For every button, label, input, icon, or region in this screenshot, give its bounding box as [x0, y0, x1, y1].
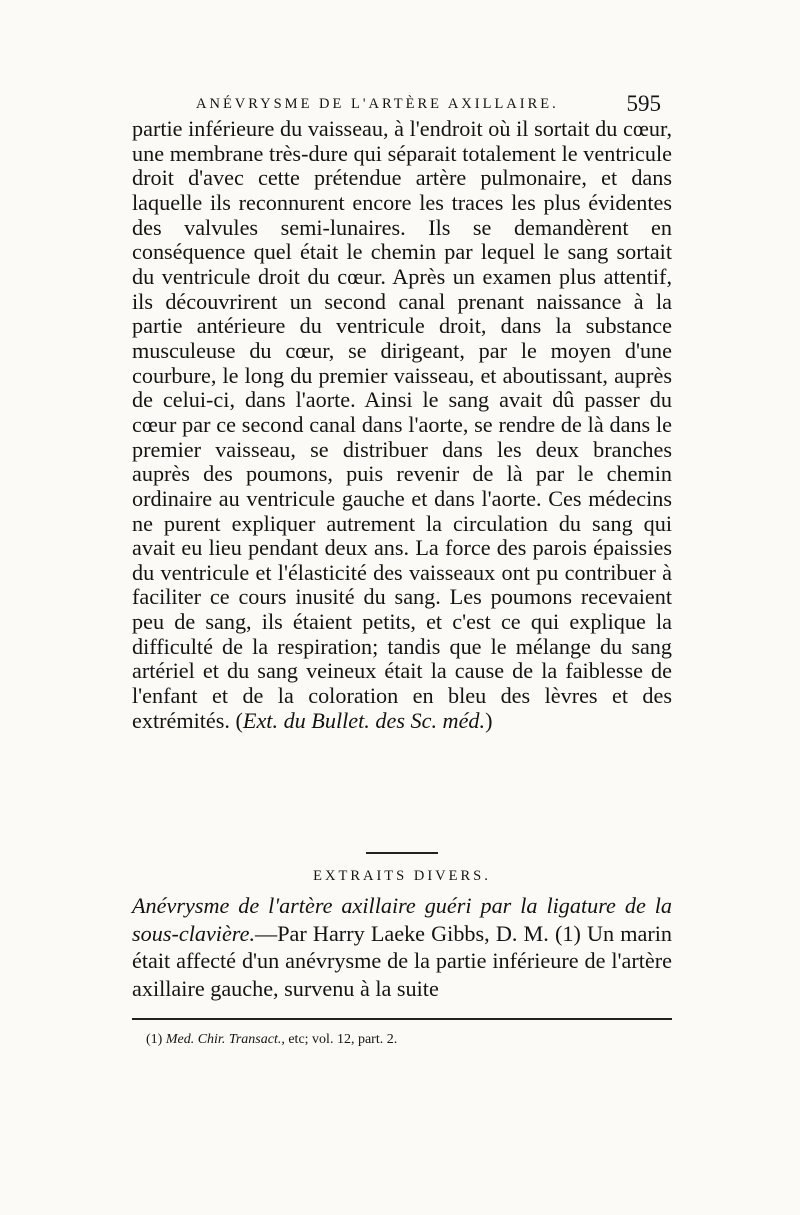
- footnote-reference: , etc; vol. 12, part. 2.: [281, 1032, 398, 1047]
- citation-source: Ext. du Bullet. des Sc. méd.: [242, 707, 486, 733]
- running-title: ANÉVRYSME DE L'ARTÈRE AXILLAIRE.: [196, 96, 559, 112]
- footnote-rule: [132, 1018, 672, 1020]
- article-start: [132, 892, 672, 1002]
- footnote: [146, 1030, 666, 1050]
- article-text: Un marin était affecté d'un anévrysme de la partie inférieure de l'artère axillaire gauche, survenu à la suite: [132, 920, 672, 1001]
- article-title: Anévrysme de l'artère axillaire guéri par la ligature de la sous-clavière.: [132, 893, 672, 946]
- main-paragraph: [132, 117, 672, 733]
- section-heading: EXTRAITS DIVERS.: [313, 868, 491, 884]
- citation-open: (: [229, 707, 243, 733]
- page-number: 595: [626, 91, 661, 116]
- article-author: —Par Harry Laeke Gibbs, D. M. (1): [255, 920, 581, 946]
- running-header: [196, 90, 661, 118]
- footnote-marker: (1): [146, 1032, 163, 1047]
- footnote-journal: Med. Chir. Transact.: [165, 1032, 282, 1047]
- citation-close: ): [485, 707, 493, 733]
- section-divider: [366, 852, 438, 854]
- paragraph-text: partie inférieure du vaisseau, à l'endroit où il sortait du cœur, une membrane très-dure qui séparait totalement le ventricule droit d'avec cette prétendue artère pulmonaire, et dans laquelle ils reconnurent encore les traces les plus évidentes des valvules semi-lunaires. Ils se demandèrent en conséquence quel était le chemin par lequel le sang sortait du ventricule droit du cœur. Après un examen plus attentif, ils découvrirent un second canal prenant naissance à la partie antérieure du ventricule droit, dans la substance musculeuse du cœur, se dirigeant, par le moyen d'une courbure, le long du premier vaisseau, et aboutissant, auprès de celui-ci, dans l'aorte. Ainsi le sang avait dû passer du cœur par ce second canal dans l'aorte, se rendre de là dans le premier vaisseau, se distribuer dans les deux branches auprès des poumons, puis revenir de là par le chemin ordinaire au ventricule gauche et dans l'aorte. Ces médecins ne purent expliquer autrement la circulation du sang qui avait eu lieu pendant deux ans. La force des parois épaissies du ventricule et l'élasticité des vaisseaux ont pu contribuer à faciliter ce cours inusité du sang. Les poumons recevaient peu de sang, ils étaient petits, et c'est ce qui explique la difficulté de la respiration; tandis que le mélange du sang artériel et du sang veineux était la cause de la faiblesse de l'enfant et de la coloration en bleu des lèvres et des extrémités.: [132, 116, 672, 733]
